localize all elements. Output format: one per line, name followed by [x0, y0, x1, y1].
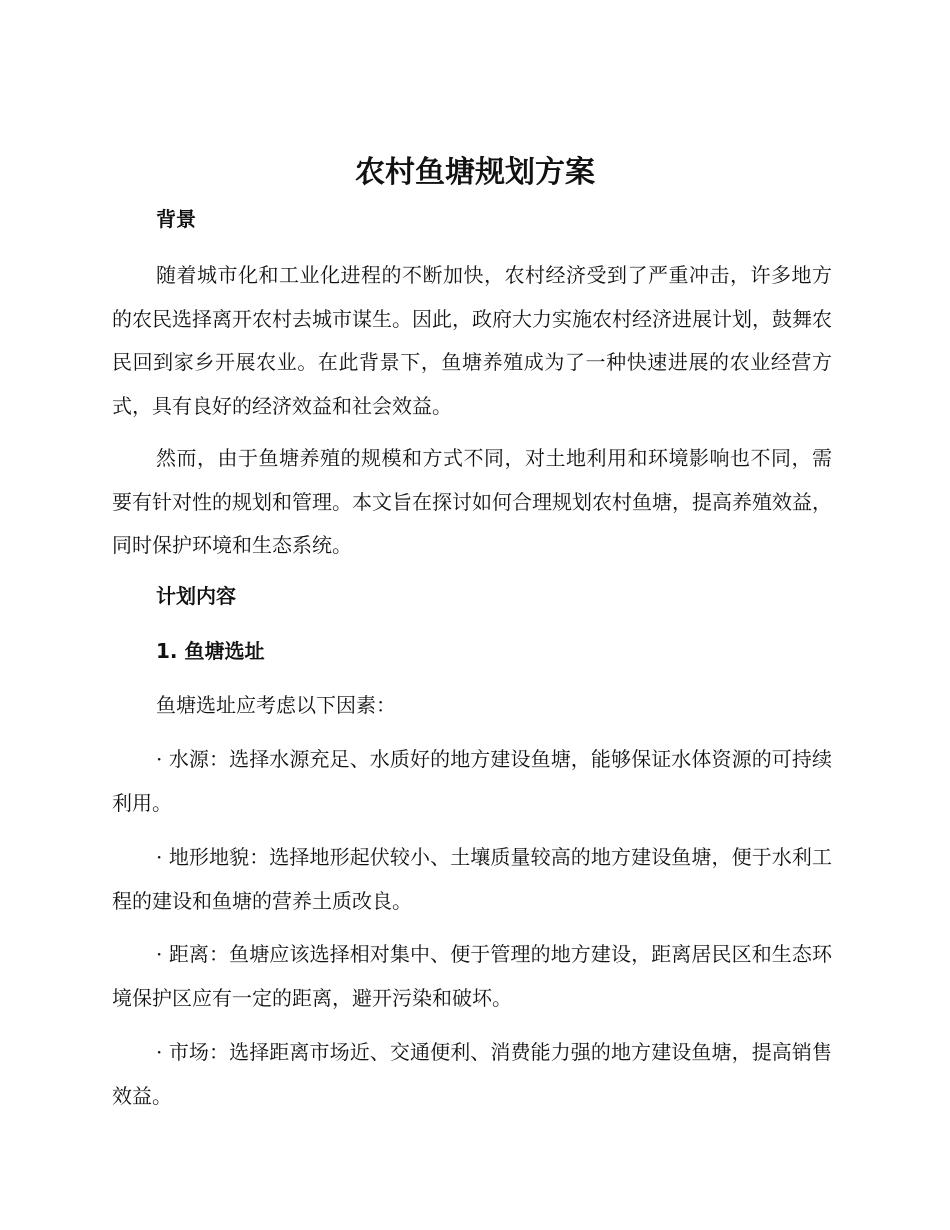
paragraph-background-1: 随着城市化和工业化进程的不断加快，农村经济受到了严重冲击，许多地方的农民选择离开农村去城市谋生。因此，政府大力实施农村经济进展计划，鼓舞农民回到家乡开展农业。在此背景下，鱼塘养殖成为了一种快速进展的农业经营方式，具有良好的经济效益和社会效益。: [112, 263, 832, 418]
list-item-market: · 市场：选择距离市场近、交通便利、消费能力强的地方建设鱼塘，提高销售效益。: [112, 1040, 832, 1108]
list-item-terrain: · 地形地貌：选择地形起伏较小、土壤质量较高的地方建设鱼塘，便于水利工程的建设和鱼塘的营养土质改良。: [112, 845, 832, 913]
list-item-water-source: · 水源：选择水源充足、水质好的地方建设鱼塘，能够保证水体资源的可持续利用。: [112, 747, 832, 815]
section-heading-background: 背景: [156, 207, 196, 231]
subsection-heading-site-selection: 1. 鱼塘选址: [156, 639, 265, 663]
paragraph-background-2: 然而，由于鱼塘养殖的规模和方式不同，对土地利用和环境影响也不同，需要有针对性的规划和管理。本文旨在探讨如何合理规划农村鱼塘，提高养殖效益，同时保护环境和生态系统。: [112, 446, 832, 557]
list-item-distance: · 距离：鱼塘应该选择相对集中、便于管理的地方建设，距离居民区和生态环境保护区应有一定的距离，避开污染和破坏。: [112, 942, 832, 1010]
section-heading-plan: 计划内容: [156, 584, 236, 608]
document-title: 农村鱼塘规划方案: [355, 155, 595, 190]
paragraph-site-intro: 鱼塘选址应考虑以下因素：: [156, 693, 396, 717]
